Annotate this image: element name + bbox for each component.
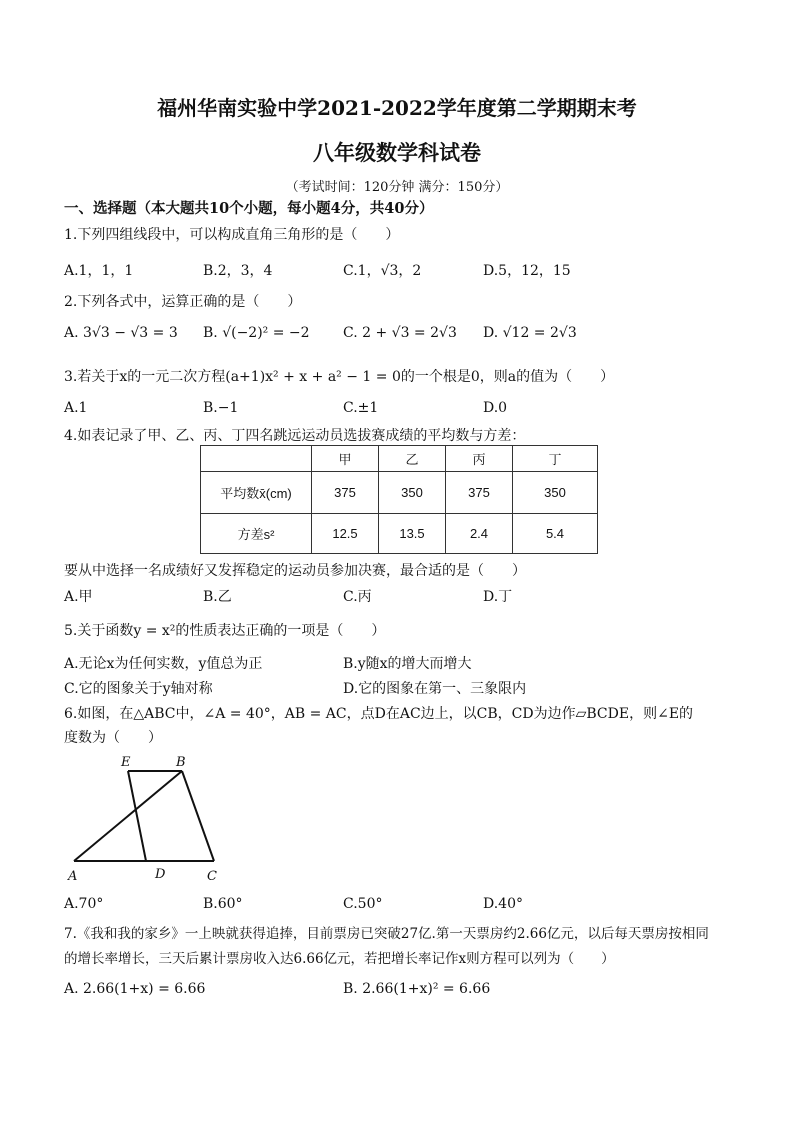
table-corner-cell bbox=[201, 446, 312, 472]
table-cell: 350 bbox=[379, 472, 446, 514]
question-4-stem: 4.如表记录了甲、乙、丙、丁四名跳远运动员选拔赛成绩的平均数与方差： bbox=[64, 428, 526, 444]
question-1-option-b: B.2，3，4 bbox=[203, 263, 273, 279]
question-6-option-c: C.50° bbox=[343, 896, 383, 912]
question-2-stem: 2.下列各式中，运算正确的是（ ） bbox=[64, 294, 302, 310]
label-c: C bbox=[207, 869, 217, 884]
question-6-stem-line1: 6.如图，在△ABC中，∠A = 40°，AB = AC，点D在AC边上，以CB，CD为边作▱BCDE，则∠E的 bbox=[64, 706, 694, 722]
table-row-label-mean: 平均数x̄(cm) bbox=[201, 472, 312, 514]
label-a: A bbox=[68, 869, 78, 884]
segment-ab bbox=[74, 771, 182, 861]
question-2-option-a: A. 3√3 − √3 = 3 bbox=[64, 325, 178, 341]
question-1-option-d: D.5，12，15 bbox=[483, 263, 571, 279]
table-header-ding: 丁 bbox=[513, 446, 598, 472]
table-cell: 5.4 bbox=[513, 514, 598, 554]
table-cell: 375 bbox=[312, 472, 379, 514]
exam-title-line2: 八年级数学科试卷 bbox=[313, 140, 481, 165]
question-6-stem-line2: 度数为（ ） bbox=[64, 730, 162, 746]
question-5-option-b: B.y随x的增大而增大 bbox=[343, 656, 472, 672]
table-header-yi: 乙 bbox=[379, 446, 446, 472]
table-row-label-variance: 方差s² bbox=[201, 514, 312, 554]
question-3-option-b: B.−1 bbox=[203, 400, 239, 416]
table-cell: 2.4 bbox=[446, 514, 513, 554]
question-3-option-c: C.±1 bbox=[343, 400, 379, 416]
question-7-stem-line1: 7.《我和我的家乡》一上映就获得追捧，目前票房已突破27亿.第一天票房约2.66亿元，以后每天票房按相同 bbox=[64, 926, 709, 942]
question-5-stem: 5.关于函数y = x²的性质表达正确的一项是（ ） bbox=[64, 623, 386, 639]
question-3-option-a: A.1 bbox=[64, 400, 88, 416]
question-5-option-a: A.无论x为任何实数，y值总为正 bbox=[64, 656, 263, 672]
question-7-option-b: B. 2.66(1+x)² = 6.66 bbox=[343, 981, 491, 997]
table-header-jia: 甲 bbox=[312, 446, 379, 472]
table-cell: 13.5 bbox=[379, 514, 446, 554]
question-1-option-a: A.1，1，1 bbox=[64, 263, 134, 279]
question-6-option-a: A.70° bbox=[64, 896, 104, 912]
question-2-option-b: B. √(−2)² = −2 bbox=[203, 325, 310, 341]
table-row bbox=[201, 472, 598, 514]
table-cell: 350 bbox=[513, 472, 598, 514]
question-4-option-b: B.乙 bbox=[203, 589, 232, 605]
table-cell: 12.5 bbox=[312, 514, 379, 554]
question-2-option-d: D. √12 = 2√3 bbox=[483, 325, 577, 341]
section-heading: 一、选择题（本大题共10个小题，每小题4分，共40分） bbox=[64, 200, 434, 217]
question-6-option-d: D.40° bbox=[483, 896, 523, 912]
question-5-option-c: C.它的图象关于y轴对称 bbox=[64, 681, 213, 697]
exam-title-line1: 福州华南实验中学2021-2022学年度第二学期期末考 bbox=[157, 96, 637, 120]
label-e: E bbox=[121, 755, 131, 770]
question-3-option-d: D.0 bbox=[483, 400, 508, 416]
segment-bc bbox=[182, 771, 214, 861]
question-7-stem-line2: 的增长率增长，三天后累计票房收入达6.66亿元，若把增长率记作x则方程可以列为（ ） bbox=[64, 951, 615, 967]
question-4-option-d: D.丁 bbox=[483, 589, 513, 605]
question-7-option-a: A. 2.66(1+x) = 6.66 bbox=[64, 981, 206, 997]
question-1-stem: 1.下列四组线段中，可以构成直角三角形的是（ ） bbox=[64, 227, 400, 243]
question-5-option-d: D.它的图象在第一、三象限内 bbox=[343, 681, 527, 697]
table-header-bing: 丙 bbox=[446, 446, 513, 472]
segment-ed bbox=[128, 771, 146, 861]
table-header-row bbox=[201, 446, 598, 472]
question-6-option-b: B.60° bbox=[203, 896, 243, 912]
question-1-option-c: C.1，√3，2 bbox=[343, 263, 422, 279]
question-3-stem: 3.若关于x的一元二次方程(a+1)x² + x + a² − 1 = 0的一个根是0，则a的值为（ ） bbox=[64, 369, 615, 385]
label-d: D bbox=[155, 867, 166, 882]
question-4-follow: 要从中选择一名成绩好又发挥稳定的运动员参加决赛，最合适的是（ ） bbox=[64, 563, 526, 579]
label-b: B bbox=[176, 755, 186, 770]
score-table bbox=[200, 445, 598, 554]
question-4-option-c: C.丙 bbox=[343, 589, 372, 605]
question-2-option-c: C. 2 + √3 = 2√3 bbox=[343, 325, 457, 341]
parallelogram-figure bbox=[66, 753, 226, 885]
question-4-option-a: A.甲 bbox=[64, 589, 93, 605]
table-row bbox=[201, 514, 598, 554]
exam-subtitle: （考试时间：120分钟 满分：150分） bbox=[285, 180, 509, 195]
table-cell: 375 bbox=[446, 472, 513, 514]
